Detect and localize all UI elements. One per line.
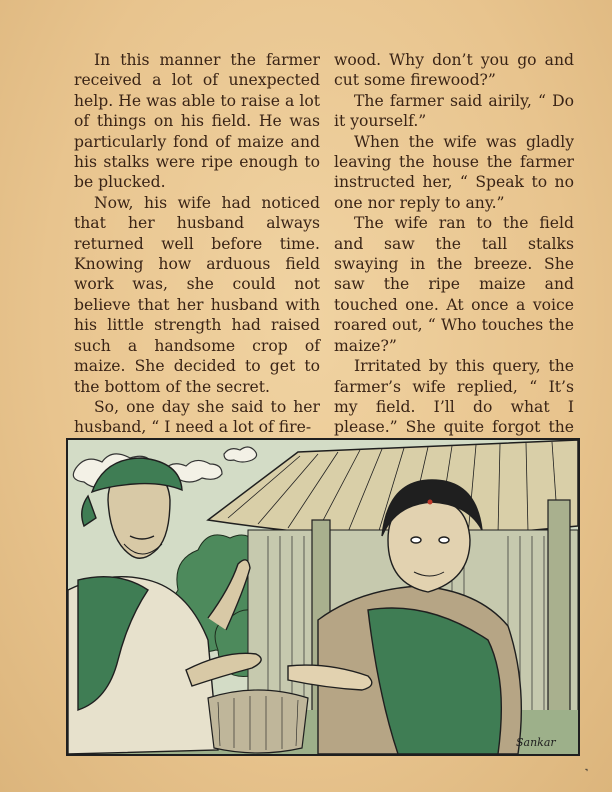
story-illustration (66, 438, 580, 756)
story-paragraph: The farmer said airily, “ Do it yourself.” (334, 91, 574, 131)
story-column-left (74, 50, 320, 438)
page-corner-mark: ˺ (584, 766, 589, 782)
story-paragraph: Irritated by this query, the farmer’s wife replied, “ It’s my field. I’ll do what I please.” She quite forgot the (334, 357, 574, 437)
story-paragraph: The wife ran to the field and saw the tall stalks swaying in the breeze. She saw the ripe maize and touched one. At once a voice roared out, “ Who touches the maize?” (334, 214, 574, 355)
story-paragraph: Now, his wife had noticed that her husband always returned well before time. Knowing how arduous field work was, she could not believe that her husband with his little strength had raised such a handsome crop of maize. She decided to get to the bottom of the secret. (74, 193, 320, 396)
basket (208, 690, 308, 753)
artist-signature: Sankar (516, 736, 556, 749)
story-paragraph-continued: wood. Why don’t you go and cut some firewood?” (334, 51, 574, 90)
story-paragraph: In this manner the farmer received a lot of unexpected help. He was able to raise a lot of things on his field. He was particularly fond of maize and his stalks were ripe enough to be plucked. (74, 51, 320, 192)
story-paragraph: So, one day she said to her husband, “ I need a lot of fire- (74, 397, 320, 437)
story-column-right (334, 50, 574, 458)
story-paragraph: When the wife was gladly leaving the house the farmer instructed her, “ Speak to no one nor reply to any.” (334, 132, 574, 212)
